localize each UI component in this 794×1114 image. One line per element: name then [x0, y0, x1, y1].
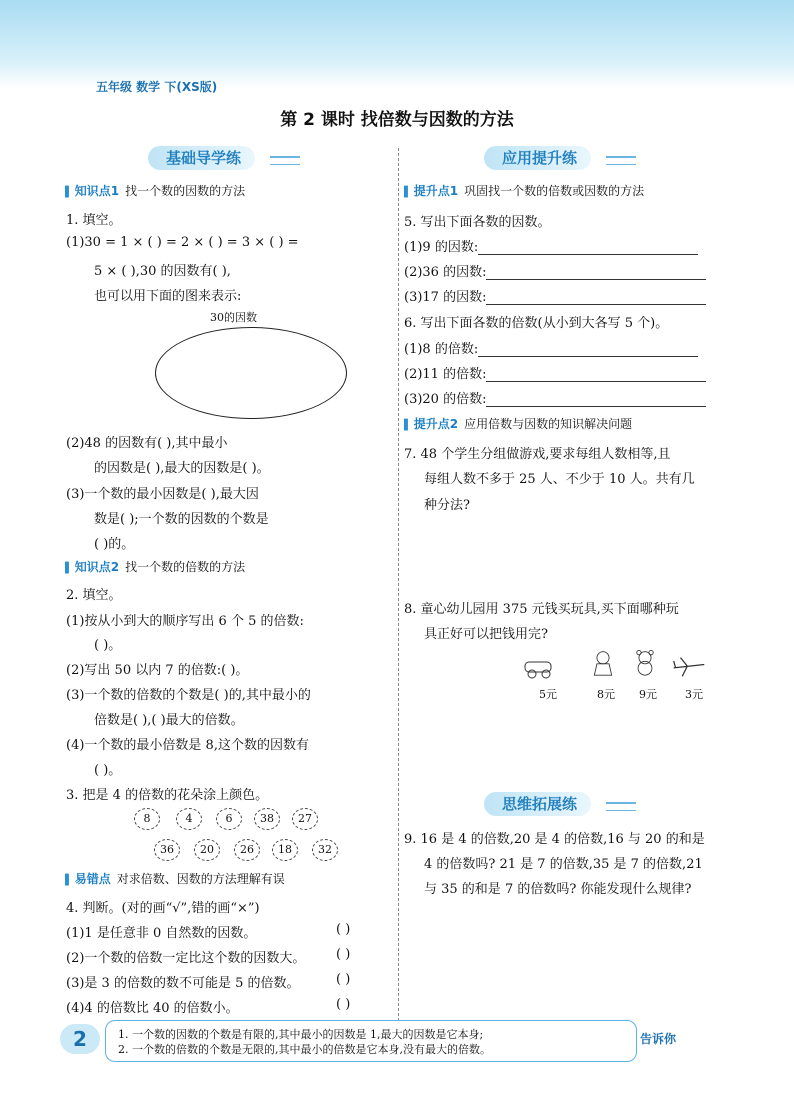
q2-line6: (4)一个数的最小倍数是 8,这个数的因数有	[66, 738, 309, 753]
answer-line[interactable]	[486, 290, 706, 305]
q7-line1: 7. 48 个学生分组做游戏,要求每组人数相等,且	[404, 447, 671, 462]
tip-line1: 1. 一个数的因数的个数是有限的,其中最小的因数是 1,最大的因数是它本身;	[118, 1028, 484, 1041]
section-think-heading: 思维拓展练	[484, 792, 591, 816]
flower[interactable]: 36	[154, 839, 180, 861]
judge-paren[interactable]: ( )	[336, 972, 351, 987]
q1-line6: (3)一个数的最小因数是( ),最大因	[66, 487, 259, 502]
q2-head: 2. 填空。	[66, 588, 122, 603]
judge-paren[interactable]: ( )	[336, 922, 351, 937]
flower[interactable]: 38	[254, 808, 280, 830]
price-label: 5元	[539, 688, 557, 701]
answer-line[interactable]	[486, 367, 706, 382]
q1-line8: ( )的。	[94, 537, 135, 552]
section-apply-heading: 应用提升练	[484, 146, 591, 170]
q5-label: (2)36 的因数:	[404, 265, 487, 280]
flower[interactable]: 26	[234, 839, 260, 861]
teddy-bear-icon	[628, 650, 662, 676]
q4-item: (2)一个数的倍数一定比这个数的因数大。	[66, 951, 306, 966]
toy-car-icon	[522, 654, 556, 680]
q7-line3: 种分法?	[424, 498, 470, 513]
upgrade-point-1	[404, 182, 644, 199]
upgrade-point-2	[404, 415, 632, 432]
mistake-text: 对求倍数、因数的方法理解有误	[116, 872, 285, 886]
price-label: 9元	[639, 688, 657, 701]
q5-label: (3)17 的因数:	[404, 290, 487, 305]
q1-head: 1. 填空。	[66, 213, 122, 228]
mistake-tag: ▌ 易错点	[65, 872, 111, 886]
q1-line7: 数是( );一个数的因数的个数是	[94, 512, 269, 527]
q6-label: (2)11 的倍数:	[404, 367, 487, 382]
q9-line1: 9. 16 是 4 的倍数,20 是 4 的倍数,16 与 20 的和是	[404, 832, 705, 847]
q6-item	[404, 363, 706, 382]
q2-line1: (1)按从小到大的顺序写出 6 个 5 的倍数:	[66, 614, 304, 629]
flower[interactable]: 27	[292, 808, 318, 830]
heading-decoration	[606, 156, 636, 165]
q1-line5: 的因数是( ),最大的因数是( )。	[94, 461, 270, 476]
grade-label: 五年级 数学 下(XS版)	[96, 80, 218, 94]
up-tag: ▌ 提升点1	[404, 184, 458, 198]
q6-label: (3)20 的倍数:	[404, 392, 487, 407]
q1-line3: 也可以用下面的图来表示:	[94, 289, 242, 304]
q2-line2: ( )。	[94, 638, 122, 653]
q8-line2: 具正好可以把钱用完?	[424, 627, 548, 642]
q5-item	[404, 236, 698, 255]
q6-item	[404, 388, 706, 407]
flower[interactable]: 8	[134, 808, 160, 830]
column-divider	[398, 148, 399, 1026]
q9-line3: 与 35 的和是 7 的倍数吗? 你能发现什么规律?	[424, 882, 692, 897]
q4-item: (3)是 3 的倍数的数不可能是 5 的倍数。	[66, 976, 300, 991]
q1-line2: 5 × ( ),30 的因数有( ),	[94, 264, 231, 279]
judge-paren[interactable]: ( )	[336, 947, 351, 962]
tip-line2: 2. 一个数的倍数的个数是无限的,其中最小的倍数是它本身,没有最大的倍数。	[118, 1043, 491, 1056]
heading-decoration	[606, 802, 636, 811]
answer-line[interactable]	[486, 265, 706, 280]
q2-line4: (3)一个数的倍数的个数是( )的,其中最小的	[66, 688, 311, 703]
q2-line5: 倍数是( ),( )最大的倍数。	[94, 713, 244, 728]
flower[interactable]: 32	[312, 839, 338, 861]
knowledge-point-1	[65, 182, 245, 199]
q2-line7: ( )。	[94, 763, 122, 778]
q4-head: 4. 判断。(对的画“√”,错的画“×”)	[66, 901, 260, 916]
q6-item	[404, 338, 698, 357]
judge-paren[interactable]: ( )	[336, 997, 351, 1012]
q6-label: (1)8 的倍数:	[404, 342, 479, 357]
factor-set-label: 30的因数	[210, 311, 257, 324]
q1-line4: (2)48 的因数有( ),其中最小	[66, 436, 228, 451]
kp-text: 找一个数的因数的方法	[125, 184, 246, 198]
q3-text: 3. 把是 4 的倍数的花朵涂上颜色。	[66, 788, 269, 803]
mistake-point	[65, 870, 285, 887]
q5-label: (1)9 的因数:	[404, 240, 479, 255]
q4-item: (1)1 是任意非 0 自然数的因数。	[66, 926, 257, 941]
kp-tag: ▌ 知识点2	[65, 560, 119, 574]
q5-item	[404, 261, 706, 280]
flower[interactable]: 4	[176, 808, 202, 830]
q4-item: (4)4 的倍数比 40 的倍数小。	[66, 1001, 239, 1016]
price-label: 8元	[597, 688, 615, 701]
factor-set-oval[interactable]	[155, 327, 347, 419]
page-number: 2	[60, 1024, 100, 1054]
q5-item	[404, 286, 706, 305]
q5-head: 5. 写出下面各数的因数。	[404, 215, 551, 230]
up-text: 应用倍数与因数的知识解决问题	[464, 417, 633, 431]
price-label: 3元	[685, 688, 703, 701]
up-tag: ▌ 提升点2	[404, 417, 458, 431]
q2-line3: (2)写出 50 以内 7 的倍数:( )。	[66, 663, 249, 678]
q9-line2: 4 的倍数吗? 21 是 7 的倍数,35 是 7 的倍数,21	[424, 857, 703, 872]
flower[interactable]: 18	[272, 839, 298, 861]
knowledge-point-2	[65, 558, 245, 575]
answer-line[interactable]	[486, 392, 706, 407]
answer-line[interactable]	[478, 342, 698, 357]
kp-text: 找一个数的倍数的方法	[125, 560, 246, 574]
header-banner	[0, 0, 794, 88]
lesson-title: 第 2 课时 找倍数与因数的方法	[280, 110, 514, 130]
tell-you-label: 告诉你	[640, 1032, 677, 1046]
doll-icon	[586, 650, 620, 676]
heading-decoration	[270, 156, 300, 165]
up-text: 巩固找一个数的倍数或因数的方法	[464, 184, 645, 198]
q7-line2: 每组人数不多于 25 人、不少于 10 人。共有几	[424, 472, 695, 487]
toy-plane-icon	[672, 654, 706, 680]
answer-line[interactable]	[478, 240, 698, 255]
flower[interactable]: 20	[194, 839, 220, 861]
q8-line1: 8. 童心幼儿园用 375 元钱买玩具,买下面哪种玩	[404, 602, 679, 617]
flower[interactable]: 6	[216, 808, 242, 830]
q1-line1: (1)30 = 1 × ( ) = 2 × ( ) = 3 × ( ) =	[66, 235, 299, 250]
kp-tag: ▌ 知识点1	[65, 184, 119, 198]
q6-head: 6. 写出下面各数的倍数(从小到大各写 5 个)。	[404, 316, 669, 331]
section-basic-heading: 基础导学练	[148, 146, 255, 170]
